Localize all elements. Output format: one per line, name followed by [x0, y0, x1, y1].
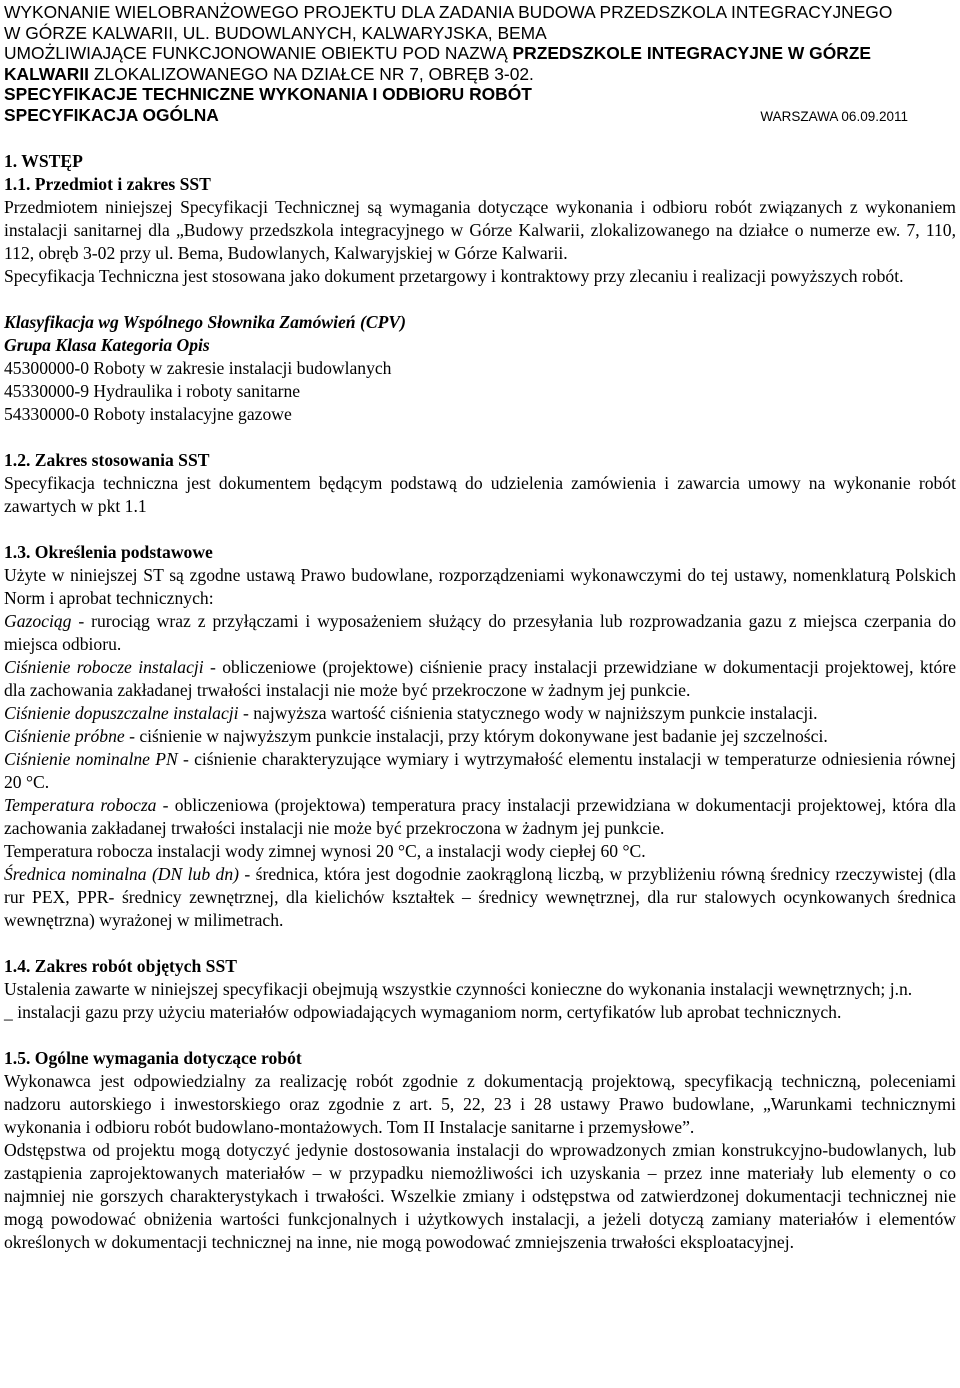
definition-term: Gazociąg	[4, 610, 72, 631]
definition-term: Ciśnienie dopuszczalne instalacji	[4, 702, 239, 723]
cpv-item: 45330000-9 Hydraulika i roboty sanitarne	[4, 380, 301, 401]
header-line-1: WYKONANIE WIELOBRANŻOWEGO PROJEKTU DLA ZADANIA BUDOWA PRZEDSZKOLA INTEGRACYJNEGO	[4, 2, 893, 22]
section-1-title: 1. WSTĘP	[4, 150, 83, 171]
section-1-1-paragraph-1: Przedmiotem niniejszej Specyfikacji Technicznej są wymagania dotyczące wykonania i odbioru robót związanych z wykonaniem instalacji sanitarnej dla „Budowy przedszkola integracyjnego w Górze Kalwarii, zlokalizowanego na działce o numerze ew. 7, 110, 112, obręb 3-02 przy ul. Bema, Budowlanych, Kalwaryjskiej w Górze Kalwarii.	[4, 196, 956, 263]
section-1-5-title: 1.5. Ogólne wymagania dotyczące robót	[4, 1047, 302, 1068]
definition-term: Temperatura robocza	[4, 794, 157, 815]
definition	[4, 794, 956, 840]
definition-term: Ciśnienie robocze instalacji	[4, 656, 204, 677]
section-1-1-paragraph-2: Specyfikacja Techniczna jest stosowana jako dokument przetargowy i kontraktowy przy zlecaniu i realizacji powyższych robót.	[4, 265, 904, 286]
header-line-2: W GÓRZE KALWARII, UL. BUDOWLANYCH, KALWARYJSKA, BEMA	[4, 22, 547, 43]
header-line-3	[4, 43, 956, 64]
definition	[4, 725, 956, 748]
document-header	[4, 2, 956, 128]
section-1-3-title: 1.3. Określenia podstawowe	[4, 541, 213, 562]
temperature-line: Temperatura robocza instalacji wody zimnej wynosi 20 °C, a instalacji wody ciepłej 60 °C.	[4, 840, 646, 861]
definition-term: Ciśnienie nominalne PN	[4, 748, 178, 769]
header-line-4-normal: ZLOKALIZOWANEGO NA DZIAŁCE NR 7, OBRĘB 3-02.	[89, 63, 534, 84]
section-1-5-paragraph-1: Wykonawca jest odpowiedzialny za realizację robót zgodnie z dokumentacją projektową, specyfikacją techniczną, poleceniami nadzoru autorskiego i inwestorskiego oraz zgodnie z art. 5, 22, 23 i 28 ustawy Prawo budowlane, „Warunkami technicznymi wykonania i odbioru robót budowlano-montażowych. Tom II Instalacje sanitarne i przemysłowe”.	[4, 1070, 956, 1137]
section-1-4-title: 1.4. Zakres robót objętych SST	[4, 955, 237, 976]
definition	[4, 610, 956, 656]
cpv-header: Grupa Klasa Kategoria Opis	[4, 334, 210, 355]
definition	[4, 748, 956, 794]
cpv-item: 45300000-0 Roboty w zakresie instalacji budowlanych	[4, 357, 392, 378]
definition-text: - średnica, która jest dogodnie zaokrągloną liczbą, w przybliżeniu równą średnicy rzeczywistej (dla rur PEX, PPR- średnicy zewnętrznej, dla kielichów kształtek – średnicy wewnętrznej, dla rur stalowych ocynkowanych średnica wewnętrzna) wyrażonej w milimetrach.	[4, 863, 956, 930]
definition-term: Średnica nominalna (DN lub dn)	[4, 863, 239, 884]
cpv-title: Klasyfikacja wg Wspólnego Słownika Zamówień (CPV)	[4, 311, 406, 332]
section-1-5-paragraph-2: Odstępstwa od projektu mogą dotyczyć jedynie dostosowania instalacji do wprowadzonych zmian konstrukcyjno-budowlanych, lub zastąpienia zaprojektowanych materiałów – w przypadku niemożliwości ich uzyskania – przez inne materiały lub elementy o co najmniej nie gorszych charakterystykach i trwałości. Wszelkie zmiany i odstępstwa od zatwierdzonej dokumentacji technicznej nie mogą powodować obniżenia wartości funkcjonalnych i użytkowych instalacji, a jeżeli dotyczą zamiany materiałów i elementów określonych w dokumentacji technicznej na inne, nie mogą powodować zmniejszenia trwałości eksploatacyjnej.	[4, 1139, 956, 1252]
header-line-3-bold: PRZEDSZKOLE INTEGRACYJNE W GÓRZE	[512, 43, 872, 64]
definition	[4, 702, 956, 725]
cpv-item: 54330000-0 Roboty instalacyjne gazowe	[4, 403, 292, 424]
definition-text: - rurociąg wraz z przyłączami i wyposażeniem służący do przesyłania lub rozprowadzania gazu z miejsca czerpania do miejsca odbioru.	[4, 610, 956, 654]
section-1-2-paragraph: Specyfikacja techniczna jest dokumentem będącym podstawą do udzielenia zamówienia i zawarcia umowy na wykonanie robót zawartych w pkt 1.1	[4, 472, 956, 516]
header-line-4-bold: KALWARII	[4, 63, 90, 84]
section-1-2-title: 1.2. Zakres stosowania SST	[4, 449, 210, 470]
spec-title: SPECYFIKACJA OGÓLNA	[4, 104, 219, 125]
section-1-4-paragraph-1: Ustalenia zawarte w niniejszej specyfikacji obejmują wszystkie czynności konieczne do wykonania instalacji wewnętrznych; j.n.	[4, 978, 913, 999]
document-date: WARSZAWA 06.09.2011	[760, 108, 908, 124]
header-line-4	[4, 64, 956, 85]
header-line-3-normal: UMOŻLIWIAJĄCE FUNKCJONOWANIE OBIEKTU POD NAZWĄ	[4, 43, 513, 64]
definition-text: - najwyższa wartość ciśnienia statycznego wody w najniższym punkcie instalacji.	[238, 702, 818, 723]
definition	[4, 863, 956, 932]
section-1-3-paragraph: Użyte w niniejszej ST są zgodne ustawą Prawo budowlane, rozporządzeniami wykonawczymi do tej ustawy, nomenklaturą Polskich Norm i aprobat technicznych:	[4, 564, 956, 608]
section-1-1-title: 1.1. Przedmiot i zakres SST	[4, 173, 211, 194]
header-line-6	[4, 105, 956, 128]
definition-text: - obliczeniowa (projektowa) temperatura pracy instalacji przewidziana w dokumentacji projektowej, która dla zachowania zakładanej trwałości instalacji nie może być przekroczona w żadnym jej punkcie.	[4, 794, 956, 838]
definition-text: - obliczeniowe (projektowe) ciśnienie pracy instalacji przewidziane w dokumentacji projektowej, które dla zachowania zakładanej trwałości instalacji nie może być przekroczone w żadnym jej punkcie.	[4, 656, 956, 700]
definition-text: - ciśnienie charakteryzujące wymiary i wytrzymałość elementu instalacji w temperaturze odniesienia równej 20 °C.	[4, 748, 956, 792]
definition	[4, 656, 956, 702]
definition-term: Ciśnienie próbne	[4, 725, 125, 746]
header-line-5: SPECYFIKACJE TECHNICZNE WYKONANIA I ODBIORU ROBÓT	[4, 84, 532, 105]
section-1-4-paragraph-2: _ instalacji gazu przy użyciu materiałów odpowiadających wymaganiom norm, certyfikatów lub aprobat technicznych.	[4, 1001, 842, 1022]
definition-text: - ciśnienie w najwyższym punkcie instalacji, przy którym dokonywane jest badanie jej szczelności.	[124, 725, 828, 746]
